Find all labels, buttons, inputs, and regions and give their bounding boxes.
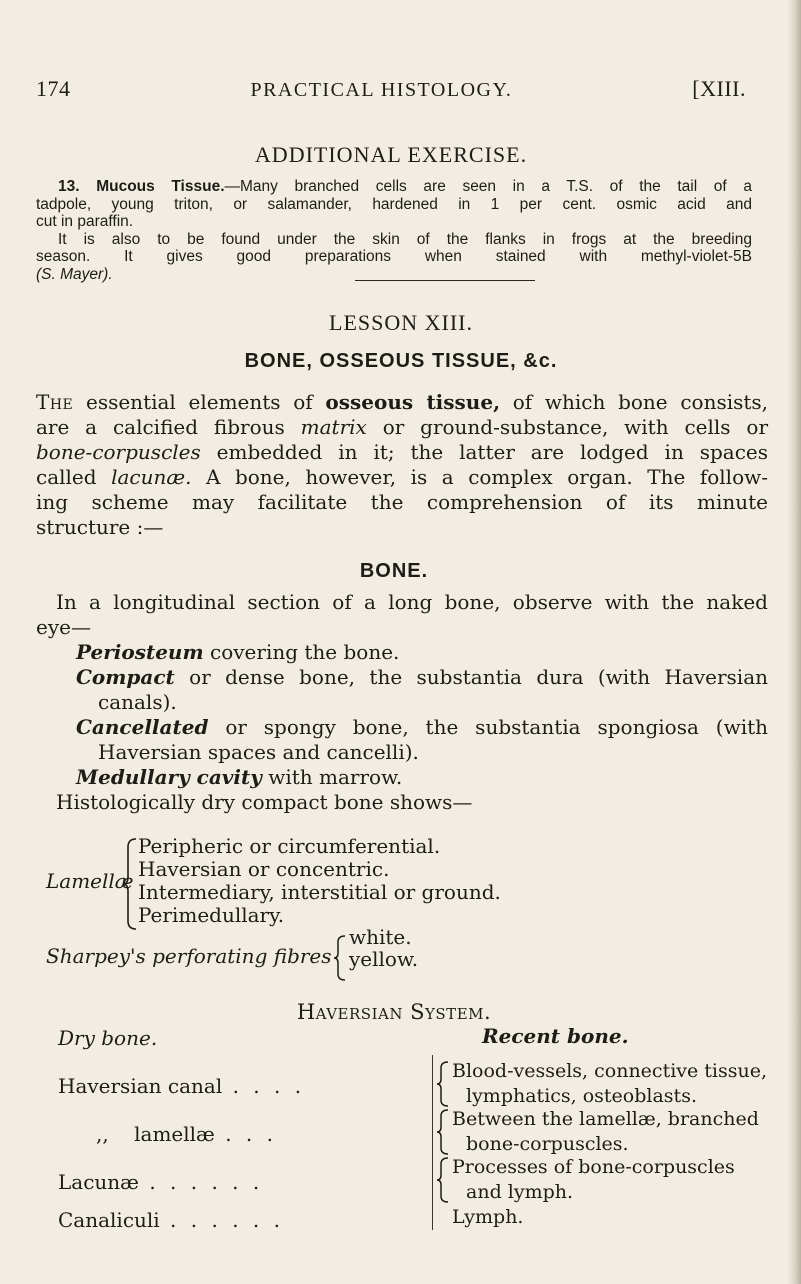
cancellated-text: or spongy bone, the substantia spongiosa (with <box>225 715 769 739</box>
medullary-item <box>36 765 768 790</box>
sharpey-item: yellow. <box>349 947 419 971</box>
sharpey-brace <box>333 934 347 982</box>
row-brace <box>436 1060 450 1108</box>
running-title: PRACTICAL HISTOLOGY. <box>250 79 513 101</box>
cancellated-item <box>36 715 768 740</box>
page-number: 174 <box>36 76 71 101</box>
page-edge-shadow <box>787 0 801 1284</box>
periosteum-item <box>36 640 768 665</box>
lacunae-term: lacunæ. <box>111 465 192 489</box>
dry-term: Canaliculi <box>58 1208 160 1232</box>
recent-row-line2: lymphatics, osteoblasts. <box>466 1085 697 1107</box>
bone-line: In a longitudinal section of a long bone, observe with the naked <box>56 590 768 614</box>
additional-exercise-title: ADDITIONAL EXERCISE. <box>254 142 528 167</box>
osseous-tissue-term: osseous tissue, <box>325 390 501 414</box>
intro-text: essential elements of <box>85 390 313 414</box>
lamellae-list <box>138 835 501 927</box>
intro-text: are a calcified fibrous <box>36 415 285 439</box>
exercise-citation: (S. Mayer). <box>36 265 113 283</box>
exercise-label: Mucous Tissue. <box>96 178 225 195</box>
recent-bone-header: Recent bone. <box>482 1024 629 1048</box>
bone-observations <box>36 590 768 815</box>
exercise-line: It is also to be found under the skin of the flanks in frogs at the breeding <box>58 230 752 248</box>
exercise-line: tadpole, young triton, or salamander, hardened in 1 per cent. osmic acid and <box>36 195 752 213</box>
dry-row-label: ,, lamellæ . . . <box>96 1122 278 1146</box>
dry-term: Lacunæ <box>58 1170 139 1194</box>
exercise-number: 13. <box>58 178 80 195</box>
exercise-line: cut in paraffin. <box>36 213 134 230</box>
intro-text: A bone, however, is a complex organ. The follow- <box>206 465 768 489</box>
medullary-text: with marrow. <box>268 765 403 789</box>
lamellae-item: Peripheric or circumferential. <box>138 834 441 858</box>
lesson-subtitle: BONE, OSSEOUS TISSUE, &c. <box>244 350 558 372</box>
dry-row-label: Lacunæ . . . . . . <box>58 1170 264 1194</box>
exercise-line <box>36 178 752 196</box>
intro-line <box>36 465 768 490</box>
lesson-title: LESSON XIII. <box>329 310 473 335</box>
dry-term: Haversian canal <box>58 1074 223 1098</box>
dry-term: ,, lamellæ <box>96 1122 215 1146</box>
compact-item-cont: canals). <box>98 690 177 714</box>
row-brace <box>436 1108 450 1156</box>
periosteum-term: Periosteum <box>76 640 204 664</box>
sharpey-list <box>349 926 418 970</box>
bone-line: eye— <box>36 615 91 639</box>
section-divider <box>355 280 535 281</box>
lamellae-item: Haversian or concentric. <box>138 857 390 881</box>
intro-line: ing scheme may facilitate the comprehension of its minute <box>36 490 768 514</box>
sharpey-label: Sharpey's perforating fibres <box>46 944 332 968</box>
cancellated-item-cont: Haversian spaces and cancelli). <box>98 740 419 764</box>
histologically-line: Histologically dry compact bone shows— <box>56 790 473 814</box>
compact-item <box>36 665 768 690</box>
matrix-term: matrix <box>300 415 367 439</box>
recent-row-line2: and lymph. <box>466 1181 574 1203</box>
row-brace <box>436 1156 450 1204</box>
table-divider <box>432 1055 433 1230</box>
recent-row-line1: Blood-vessels, connective tissue, <box>452 1060 768 1082</box>
recent-row-line1: Processes of bone-corpuscles <box>452 1156 735 1178</box>
intro-paragraph <box>36 390 768 540</box>
intro-line: structure :— <box>36 515 164 539</box>
intro-line <box>36 440 768 465</box>
cancellated-term: Cancellated <box>76 715 209 739</box>
compact-text: or dense bone, the substantia dura (with Haversian <box>189 665 768 689</box>
exercise-13-paragraph <box>36 178 752 283</box>
haversian-system-title: Haversian System. <box>296 1000 492 1024</box>
intro-text: or ground-substance, with cells or <box>382 415 769 439</box>
recent-row-line1: Between the lamellæ, branched <box>452 1108 759 1130</box>
recent-row-line2: bone-corpuscles. <box>466 1133 629 1155</box>
medullary-term: Medullary cavity <box>76 765 262 789</box>
exercise-text: —Many branched cells are seen in a T.S. of the tail of a <box>224 178 752 195</box>
intro-text: called <box>36 465 97 489</box>
exercise-line: season. It gives good preparations when stained with methyl-violet-5B <box>36 248 752 265</box>
intro-line <box>36 390 768 415</box>
chapter-marker: [XIII. <box>692 76 746 101</box>
recent-row-line1: Lymph. <box>452 1206 524 1228</box>
intro-first-word: The <box>36 390 74 414</box>
bone-corpuscles-term: bone-corpuscles <box>36 440 201 464</box>
intro-text: embedded in it; the latter are lodged in spaces <box>216 440 768 464</box>
dry-row-label: Haversian canal . . . . <box>58 1074 306 1098</box>
intro-text: of which bone consists, <box>512 390 769 414</box>
intro-line <box>36 415 768 440</box>
lamellae-item: Perimedullary. <box>138 903 285 927</box>
periosteum-text: covering the bone. <box>210 640 400 664</box>
lamellae-label: Lamellæ <box>46 869 134 893</box>
dry-row-label: Canaliculi . . . . . . <box>58 1208 284 1232</box>
lamellae-brace <box>122 837 138 931</box>
lamellae-item: Intermediary, interstitial or ground. <box>138 880 501 904</box>
compact-term: Compact <box>76 665 175 689</box>
running-header <box>36 76 746 102</box>
dry-bone-header: Dry bone. <box>58 1026 158 1050</box>
sharpey-item: white. <box>349 925 412 949</box>
bone-heading: BONE. <box>359 560 429 582</box>
